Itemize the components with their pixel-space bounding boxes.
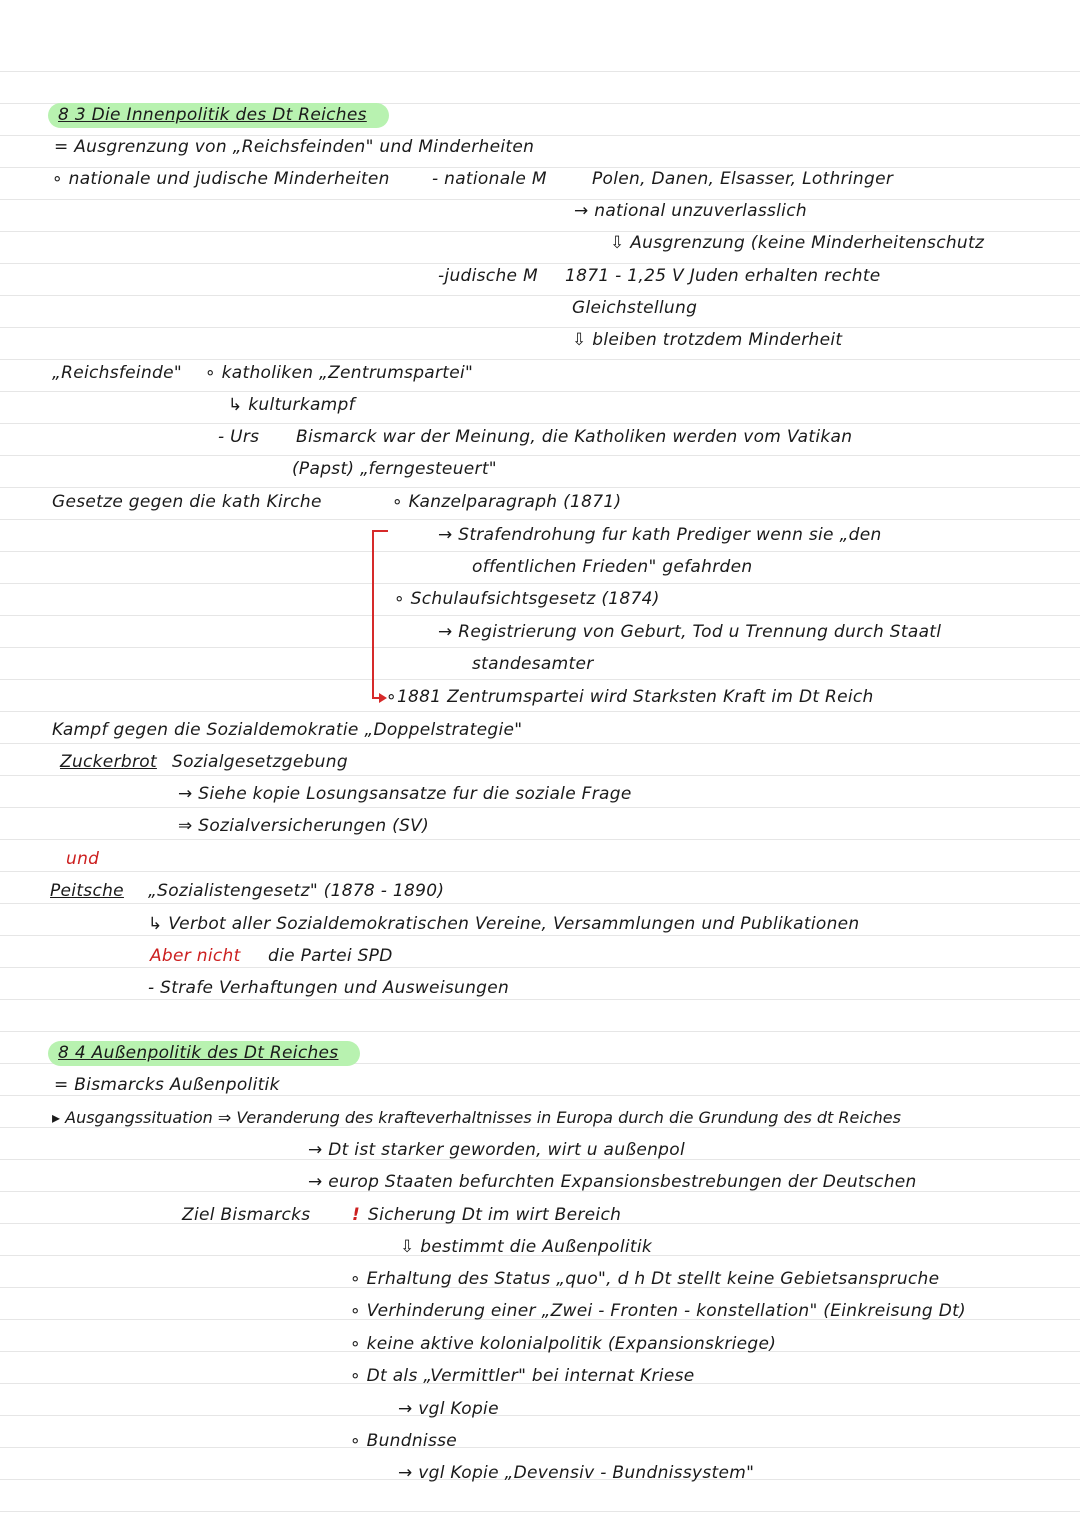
note-line: ↳ kulturkampf (228, 395, 355, 415)
note-line: Zuckerbrot (60, 752, 157, 772)
note-line: Sicherung Dt im wirt Bereich (368, 1205, 622, 1225)
note-line: → Siehe kopie Losungsansatze fur die soziale Frage (178, 784, 632, 804)
section-heading-8-4: 8 4 Außenpolitik des Dt Reiches (48, 1042, 360, 1064)
note-line: ∘ nationale und judische Minderheiten (52, 169, 390, 189)
note-line: - Urs (218, 427, 260, 447)
note-line: standesamter (472, 654, 594, 674)
note-line: ▸ Ausgangssituation ⇒ Veranderung des krafteverhaltnisses in Europa durch die Grundung des dt Reiches (52, 1108, 901, 1127)
note-line: = Ausgrenzung von „Reichsfeinden" und Minderheiten (54, 137, 535, 157)
note-line: ∘ Kanzelparagraph (1871) (392, 492, 622, 512)
note-line: → Dt ist starker geworden, wirt u außenpol (308, 1140, 685, 1160)
note-line: → Registrierung von Geburt, Tod u Trennung durch Staatl (438, 622, 942, 642)
note-line: ⇩ Ausgrenzung (keine Minderheitenschutz (610, 233, 985, 253)
exclamation-icon: ! (352, 1205, 361, 1225)
note-line: Polen, Danen, Elsasser, Lothringer (592, 169, 894, 189)
note-line: → vgl Kopie „Devensiv - Bundnissystem" (398, 1463, 755, 1483)
note-line: „Sozialistengesetz" (1878 - 1890) (148, 881, 445, 901)
note-line: ⇒ Sozialversicherungen (SV) (178, 816, 430, 836)
note-line: Bismarck war der Meinung, die Katholiken werden vom Vatikan (296, 427, 853, 447)
note-line: ∘ Schulaufsichtsgesetz (1874) (394, 589, 660, 609)
note-line: und (66, 849, 100, 869)
note-line: ⇩ bleiben trotzdem Minderheit (572, 330, 843, 350)
note-line: „Reichsfeinde" (52, 363, 182, 383)
note-line: die Partei SPD (268, 946, 393, 966)
note-line: → europ Staaten befurchten Expansionsbestrebungen der Deutschen (308, 1172, 917, 1192)
note-line: ∘ Bundnisse (350, 1431, 458, 1451)
note-line: ∘ katholiken „Zentrumspartei" (205, 363, 474, 383)
red-arrow-icon (379, 693, 387, 703)
section-heading-8-3: 8 3 Die Innenpolitik des Dt Reiches (48, 104, 389, 126)
red-bracket-line (372, 530, 374, 698)
note-line: Ziel Bismarcks (182, 1205, 311, 1225)
note-line: (Papst) „ferngesteuert" (292, 459, 497, 479)
note-line: Aber nicht (150, 946, 241, 966)
note-line: offentlichen Frieden" gefahrden (472, 557, 753, 577)
note-line: -judische M (438, 266, 538, 286)
note-line: Gesetze gegen die kath Kirche (52, 492, 322, 512)
note-line: = Bismarcks Außenpolitik (54, 1075, 280, 1095)
note-line: Gleichstellung (572, 298, 698, 318)
note-line: ∘ Erhaltung des Status „quo", d h Dt stellt keine Gebietsanspruche (350, 1269, 940, 1289)
red-bracket-top (372, 530, 388, 532)
note-line: ∘ Dt als „Vermittler" bei internat Kriese (350, 1366, 695, 1386)
note-line: ∘ keine aktive kolonialpolitik (Expansionskriege) (350, 1334, 777, 1354)
note-line: ∘ Verhinderung einer „Zwei - Fronten - konstellation" (Einkreisung Dt) (350, 1301, 966, 1321)
note-line: - Strafe Verhaftungen und Ausweisungen (148, 978, 510, 998)
note-line: ⇩ bestimmt die Außenpolitik (400, 1237, 653, 1257)
note-line: 1871 - 1,25 V Juden erhalten rechte (565, 266, 881, 286)
note-line: - nationale M (432, 169, 547, 189)
note-line: → vgl Kopie (398, 1399, 499, 1419)
note-line: ↳ Verbot aller Sozialdemokratischen Vereine, Versammlungen und Publikationen (148, 914, 860, 934)
note-line: Kampf gegen die Sozialdemokratie „Doppelstrategie" (52, 720, 523, 740)
note-line: ∘1881 Zentrumspartei wird Starksten Kraft im Dt Reich (386, 687, 874, 707)
note-line: → national unzuverlasslich (574, 201, 807, 221)
note-line: Sozialgesetzgebung (172, 752, 348, 772)
note-line: → Strafendrohung fur kath Prediger wenn sie „den (438, 525, 882, 545)
note-line: Peitsche (50, 881, 124, 901)
